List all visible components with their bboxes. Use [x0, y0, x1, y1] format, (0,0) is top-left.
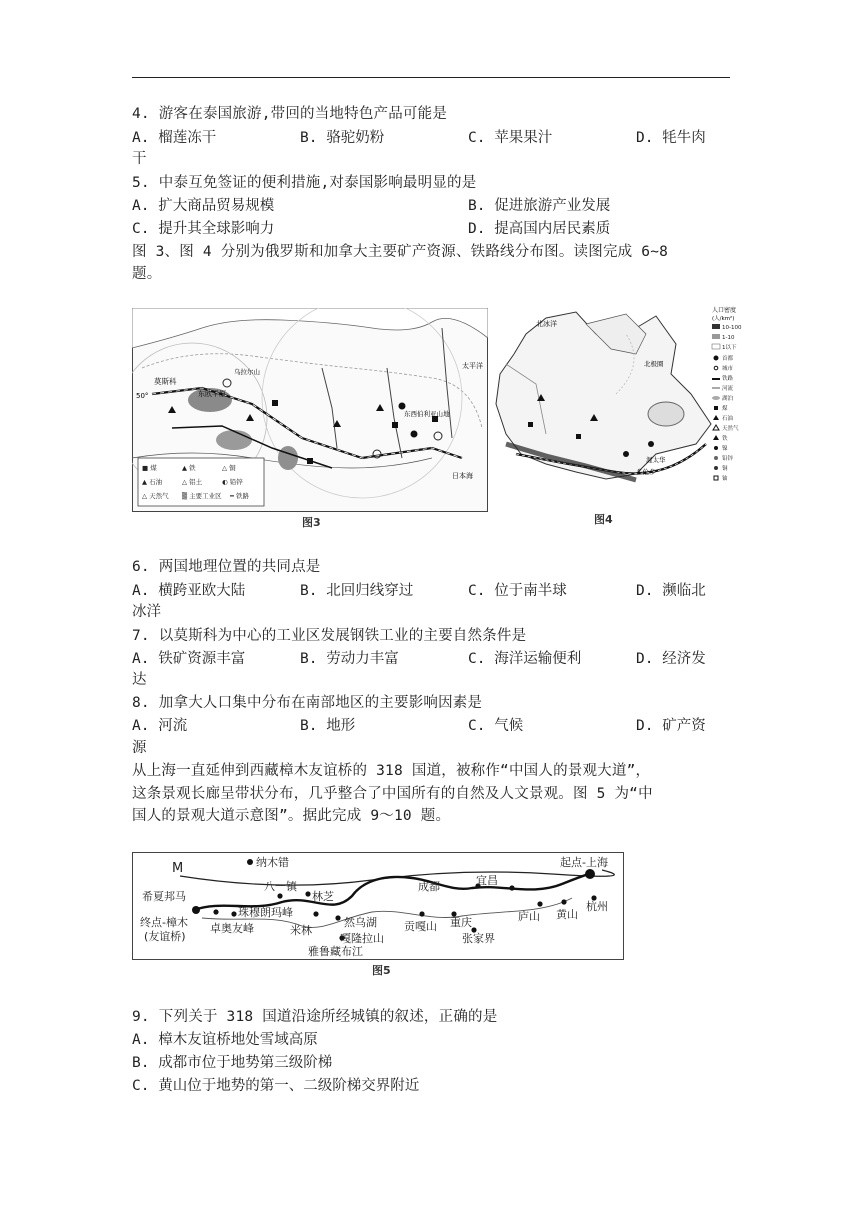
label-start-shanghai: 起点-上海 [560, 856, 608, 869]
intro-9-10-line3: 国人的景观大道示意图”。据此完成 9～10 题。 [132, 808, 451, 824]
q4-option-d-wrap: 干 [132, 151, 147, 167]
legend-industrial: ▒ 主要工业区 [182, 492, 222, 500]
legend-river: 河流 [722, 386, 734, 392]
legend-density-low: 1以下 [722, 345, 737, 351]
label-zhuoaoyou: 卓奥友峰 [210, 922, 254, 935]
label-lushan: 庐山 [518, 910, 540, 923]
figure-4-caption: 图4 [594, 513, 613, 526]
q4-option-b: B. 骆驼奶粉 [300, 130, 385, 146]
header-rule [132, 77, 730, 78]
route-318-map [132, 852, 624, 960]
legend-copper: 铜 [722, 466, 728, 472]
label-bayizhen: 八一镇 [264, 880, 297, 893]
label-zhumulangma: 珠穆朗玛峰 [238, 906, 293, 919]
canada-map [486, 304, 742, 510]
legend-iron: 铁 [722, 436, 728, 442]
label-moscow: 莫斯科 [154, 377, 177, 386]
legend-oil: ▲ 石油 [142, 478, 163, 486]
label-m: M [172, 861, 184, 876]
legend-unit: (人/km²) [712, 316, 735, 322]
q8-option-b: B. 地形 [300, 718, 356, 734]
label-latitude: 50° [136, 392, 149, 400]
legend-iron: ▲ 铁 [182, 464, 196, 472]
legend-railway: ━ 铁路 [230, 492, 249, 500]
q6-option-d-wrap: 冰洋 [132, 604, 161, 620]
label-yichang: 宜昌 [476, 874, 498, 887]
label-east-european-plain: 东欧平原 [198, 390, 226, 398]
q7-option-d: D. 经济发 [636, 651, 706, 667]
q6-option-d: D. 濒临北 [636, 583, 706, 599]
label-hangzhou: 杭州 [586, 900, 608, 913]
legend-lead-zinc: ◐ 铅锌 [222, 478, 243, 486]
q8-stem: 8. 加拿大人口集中分布在南部地区的主要影响因素是 [132, 695, 483, 711]
intro-6-8-line1: 图 3、图 4 分别为俄罗斯和加拿大主要矿产资源、铁路线分布图。读图完成 6~8 [132, 244, 669, 260]
label-linzhi: 林芝 [312, 890, 334, 903]
legend-title: 人口密度 [712, 307, 737, 314]
legend-nickel: 镍 [722, 446, 728, 452]
label-end-zhangmu: 终点-樟木 [140, 916, 188, 929]
q4-option-d: D. 牦牛肉 [636, 130, 706, 146]
q6-stem: 6. 两国地理位置的共同点是 [132, 559, 321, 575]
label-east-siberia: 东西伯利亚山地 [404, 410, 450, 418]
legend-city: 城市 [722, 366, 734, 372]
label-toronto: 多伦多 [636, 468, 656, 476]
legend-coal: ■ 煤 [142, 464, 157, 472]
legend-railway: 铁路 [722, 376, 734, 382]
legend-bauxite: △ 铝土 [182, 478, 203, 486]
label-pacific: 太平洋 [462, 362, 483, 370]
q6-option-b: B. 北回归线穿过 [300, 583, 414, 599]
label-huangshan: 黄山 [556, 908, 578, 921]
legend-lead-zinc: 铅锌 [722, 456, 734, 462]
intro-9-10-line1: 从上海一直延伸到西藏樟木友谊桥的 318 国道，被称作“中国人的景观大道”， [132, 763, 651, 779]
label-arctic-ocean: 北冰洋 [536, 320, 557, 328]
label-namucuo: 纳木错 [256, 856, 289, 869]
q8-option-a: A. 河流 [132, 718, 188, 734]
q5-stem: 5. 中泰互免签证的便利措施,对泰国影响最明显的是 [132, 175, 477, 191]
label-arctic-circle: 北极圈 [644, 360, 664, 368]
label-chongqing: 重庆 [450, 916, 472, 929]
q7-option-a: A. 铁矿资源丰富 [132, 651, 246, 667]
q9-option-c: C. 黄山位于地势的第一、二级阶梯交界附近 [132, 1078, 420, 1094]
q8-option-d-wrap: 源 [132, 740, 147, 756]
q8-option-d: D. 矿产资 [636, 718, 706, 734]
q6-option-a: A. 横跨亚欧大陆 [132, 583, 246, 599]
label-japan-sea: 日本海 [452, 472, 473, 480]
legend-lake: 湖泊 [722, 396, 734, 402]
q5-option-c: C. 提升其全球影响力 [132, 221, 275, 237]
legend-capital: 首都 [722, 356, 734, 362]
label-chengdu: 成都 [418, 880, 440, 893]
legend-copper: △ 铜 [222, 464, 236, 472]
figure-5-caption: 图5 [372, 964, 391, 977]
label-zhangjiajie: 张家界 [462, 932, 495, 945]
q4-option-a: A. 榴莲冻干 [132, 130, 217, 146]
q4-option-c: C. 苹果果汁 [468, 130, 553, 146]
q4-stem: 4. 游客在泰国旅游,带回的当地特色产品可能是 [132, 106, 448, 122]
q9-option-b: B. 成都市位于地势第三级阶梯 [132, 1055, 333, 1071]
q7-option-d-wrap: 达 [132, 672, 147, 688]
q7-stem: 7. 以莫斯科为中心的工业区发展钢铁工业的主要自然条件是 [132, 628, 527, 644]
legend-density-mid: 1-10 [722, 335, 735, 341]
label-ural: 乌拉尔山 [234, 368, 260, 376]
label-galongla: 嘎隆拉山 [340, 932, 384, 945]
q6-option-c: C. 位于南半球 [468, 583, 567, 599]
intro-9-10-line2: 这条景观长廊呈带状分布，几乎整合了中国所有的自然及人文景观。图 5 为“中 [132, 786, 653, 802]
legend-uranium: 铀 [722, 476, 728, 482]
label-ottawa: 渥太华 [646, 456, 666, 464]
figure-3-caption: 图3 [302, 516, 321, 529]
q5-option-b: B. 促进旅游产业发展 [468, 198, 611, 214]
label-ranwuhu: 然乌湖 [344, 916, 377, 929]
legend-oil: 石油 [722, 416, 734, 422]
label-xixiabangma: 希夏邦马 [142, 890, 186, 903]
label-gonggashan: 贡嘎山 [404, 920, 437, 933]
legend-gas: 天然气 [722, 426, 739, 432]
legend-gas: △ 天然气 [142, 492, 169, 500]
label-yarlung-tsangpo: 雅鲁藏布江 [308, 945, 363, 958]
intro-6-8-line2: 题。 [132, 266, 162, 282]
label-milin: 米林 [290, 924, 312, 937]
legend-density-high: 10-100 [722, 325, 742, 331]
legend-coal: 煤 [722, 406, 728, 412]
q5-option-a: A. 扩大商品贸易规模 [132, 198, 275, 214]
q9-option-a: A. 樟木友谊桥地处雪域高原 [132, 1032, 318, 1048]
label-end-friendship-bridge: (友谊桥) [144, 930, 186, 943]
q7-option-b: B. 劳动力丰富 [300, 651, 399, 667]
q5-option-d: D. 提高国内居民素质 [468, 221, 611, 237]
russia-map [132, 308, 488, 512]
q9-stem: 9. 下列关于 318 国道沿途所经城镇的叙述，正确的是 [132, 1009, 498, 1025]
q8-option-c: C. 气候 [468, 718, 524, 734]
q7-option-c: C. 海洋运输便利 [468, 651, 582, 667]
